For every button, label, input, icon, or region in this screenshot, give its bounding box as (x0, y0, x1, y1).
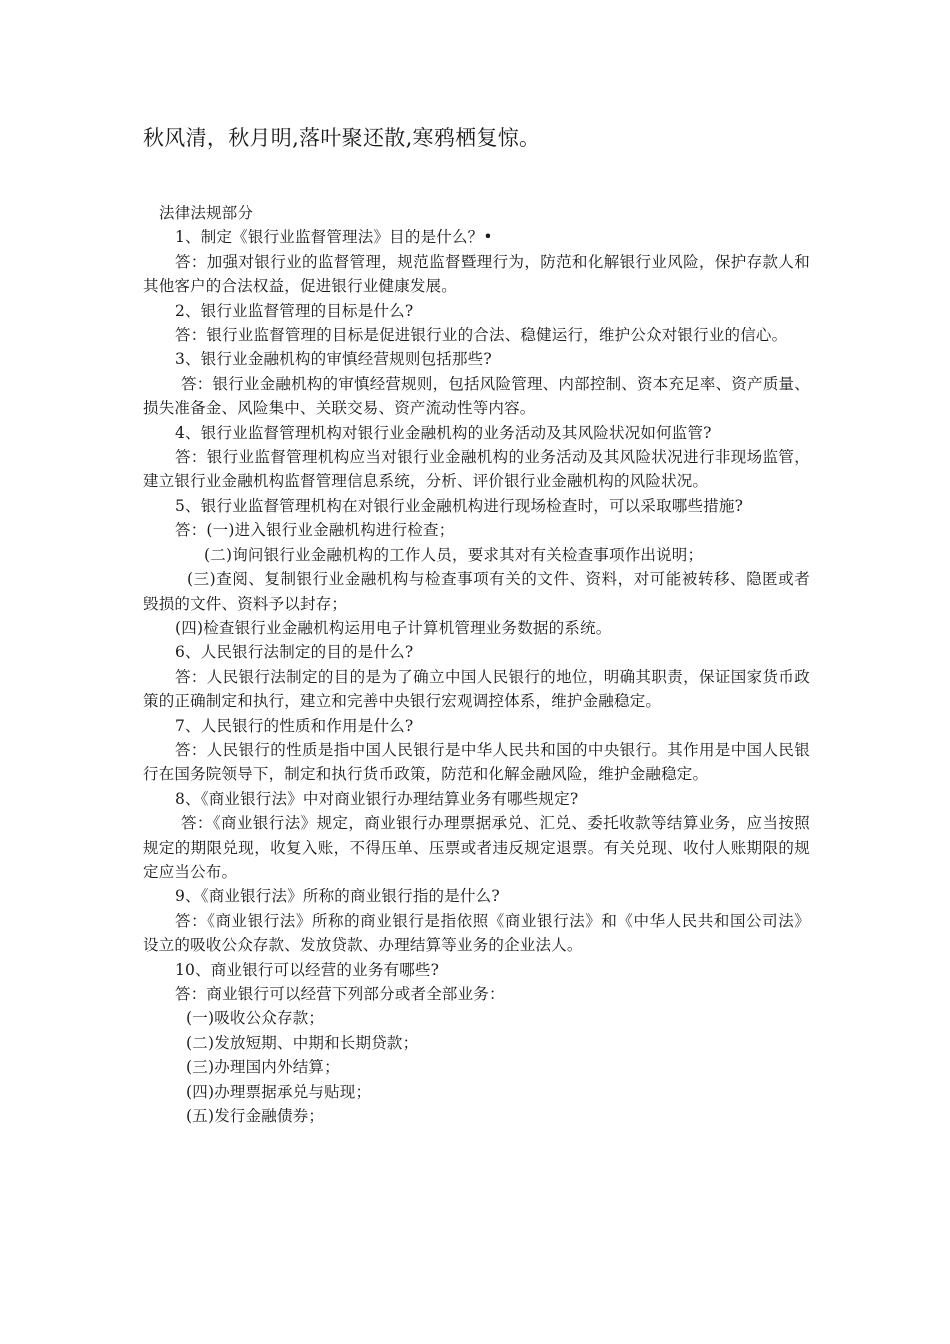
answer-2: 答：银行业监督管理的目标是促进银行业的合法、稳健运行，维护公众对银行业的信心。 (175, 326, 788, 345)
business-item-1: (一)吸收公众存款； (186, 1009, 325, 1028)
answer-6: 答：人民银行法制定的目的是为了确立中国人民银行的地位，明确其职责，保证国家货币政策的正确制定和执行，建立和完善中央银行宏观调控体系，维护金融稳定。 (143, 667, 810, 711)
answer-9: 答：《商业银行法》所称的商业银行是指依照《商业银行法》和《中华人民共和国公司法》设立的吸收公众存款、发放贷款、办理结算等业务的企业法人。 (143, 911, 810, 955)
answer-10: 答：商业银行可以经营下列部分或者全部业务： (175, 985, 505, 1003)
question-4: 4、银行业监督管理机构对银行业金融机构的业务活动及其风险状况如何监管? (175, 423, 712, 442)
question-8: 8、《商业银行法》中对商业银行办理结算业务有哪些规定? (175, 789, 579, 808)
question-6: 6、人民银行法制定的目的是什么? (175, 643, 414, 662)
business-item-2: (二)发放短期、中期和长期贷款； (186, 1033, 419, 1052)
question-9: 9、《商业银行法》所称的商业银行指的是什么? (175, 887, 500, 906)
question-7: 7、人民银行的性质和作用是什么? (175, 716, 414, 735)
answer-5-item-4: (四)检查银行业金融机构运用电子计算机管理业务数据的系统。 (175, 618, 612, 637)
question-1: 1、制定《银行业监督管理法》目的是什么？• (175, 228, 493, 247)
business-item-4: (四)办理票据承兑与贴现； (186, 1082, 372, 1101)
answer-1: 答：加强对银行业的监督管理，规范监督暨理行为，防范和化解银行业风险，保护存款人和其他客户的合法权益，促进银行业健康发展。 (143, 252, 810, 296)
section-title: 法律法规部分 (159, 204, 254, 222)
question-10: 10、商业银行可以经营的业务有哪些? (175, 960, 440, 979)
answer-7: 答：人民银行的性质是指中国人民银行是中华人民共和国的中央银行。其作用是中国人民银行在国务院领导下，制定和执行货币政策，防范和化解金融风险，维护金融稳定。 (143, 740, 810, 784)
document-body (143, 201, 810, 1128)
answer-3: 答：银行业金融机构的审慎经营规则，包括风险管理、内部控制、资本充足率、资产质量、损失准备金、风险集中、关联交易、资产流动性等内容。 (143, 374, 810, 418)
answer-5-item-2: (二)询问银行业金融机构的工作人员，要求其对有关检查事项作出说明； (204, 545, 704, 564)
poem-headline: 秋风清，秋月明,落叶聚还散,寒鸦栖复惊。 (143, 126, 541, 150)
question-2: 2、银行业监督管理的目标是什么? (175, 301, 414, 320)
answer-4: 答：银行业监督管理机构应当对银行业金融机构的业务活动及其风险状况进行非现场监管，建立银行业金融机构监督管理信息系统，分析、评价银行业金融机构的风险状况。 (143, 448, 810, 491)
business-item-3: (三)办理国内外结算； (186, 1058, 340, 1077)
question-5: 5、银行业监督管理机构在对银行业金融机构进行现场检查时，可以采取哪些措施? (175, 496, 744, 515)
question-3: 3、银行业金融机构的审慎经营规则包括那些? (175, 350, 492, 369)
answer-5-item-3: (三)查阅、复制银行业金融机构与检查事项有关的文件、资料，对可能被转移、隐匿或者毁损的文件、资料予以封存； (143, 570, 810, 613)
answer-5: 答：(一)进入银行业金融机构进行检查； (175, 521, 455, 540)
business-item-5: (五)发行金融债券； (186, 1107, 325, 1126)
answer-8: 答：《商业银行法》规定，商业银行办理票据承兑、汇兑、委托收款等结算业务，应当按照规定的期限兑现，收复入账，不得压单、压票或者违反规定退票。有关兑现、收付人账期限的规定应当公布。 (143, 814, 810, 881)
